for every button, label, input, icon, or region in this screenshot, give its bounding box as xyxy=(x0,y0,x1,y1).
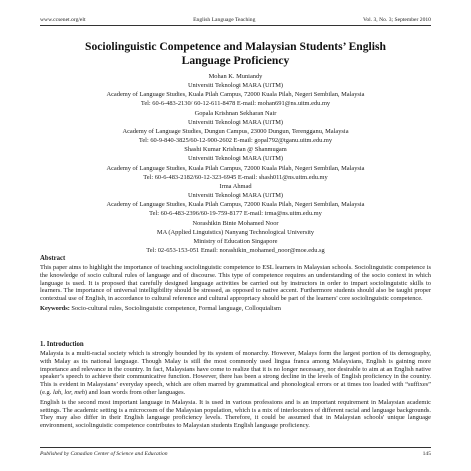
author-line: Irma Ahmad xyxy=(219,182,252,190)
page-footer xyxy=(40,451,431,458)
author-line: Universiti Teknologi MARA (UiTM) xyxy=(187,192,284,200)
keywords-list: Socio-cultural rules, Sociolinguistic competence, Formal language, Colloquialism xyxy=(69,304,282,312)
author-line: Tel: 60-6-483-2396/60-19-759-8177 E-mail: irma@ns.uitm.edu.my xyxy=(149,210,322,218)
paper-title-line-1: Sociolinguistic Competence and Malaysian Students’ English xyxy=(85,40,386,53)
journal-url[interactable]: www.ccsenet.org/elt xyxy=(40,17,86,23)
intro-p1-text: Malaysia is a multi-racial society which is strongly bounded by its system of monarchy. However, Malays form the largest portion of its demography, with Malay as its national language. Though Malay is still the most commonly used lingua franca among Malaysians, English is gaining more importance and relevance in the country. In fact, Malaysians have come to realize that it is no longer necessary, nor desirable to aim at an English native speaker’s speech to achieve their communicative function. However, there has been a strong decline in the levels of English proficiency in the country. This is evident in Malaysians’ everyday speech, which are often marred by grammatical and phonological errors or at times too loaded with “suffixes” (e.g. xyxy=(40,350,431,396)
paper-title-line-2: Language Proficiency xyxy=(181,54,290,67)
author-block xyxy=(40,72,431,255)
author-line: Shashi Kumar Krishnan @ Shanmugam xyxy=(184,146,287,154)
intro-p1-suffixes: lah, lor, meh xyxy=(52,388,85,396)
keywords-label: Keywords: xyxy=(40,304,70,312)
page-number: 145 xyxy=(422,451,431,457)
introduction-paragraph-2: English is the second most important language in Malaysia. It is used in various professions and is an important requirement in Malaysian academic settings. The academic setting is a microcosm of the Malaysian population, which is a mix of interlocutors of different racial and language backgrounds. They may also differ in their English language proficiency levels. Therefore, it could be assumed that in Malaysian schools' unique language environment, sociolinguistic competence contributes to Malaysian students English language proficiency. xyxy=(40,398,431,430)
introduction-section xyxy=(40,341,431,432)
paper-title xyxy=(40,40,431,68)
author-line: Tel: 60-6-483-2130/ 60-12-611-8478 E-mail: mohan691@ns.uitm.edu.my xyxy=(140,100,331,108)
author-line: Tel: 60-6-483-2182/60-12-323-6945 E-mail: shash011@ns.uitm.edu.my xyxy=(143,173,328,181)
abstract-section xyxy=(40,255,431,315)
author-line: Tel: 60-9-840-3825/60-12-900-2602 E-mail: gopal792@tganu.uitm.edu.my xyxy=(138,137,333,145)
abstract-heading: Abstract xyxy=(40,255,66,262)
author-line: Ministry of Education Singapore xyxy=(193,237,278,245)
abstract-text: This paper aims to highlight the importance of teaching sociolinguistic competence to ESL learners in Malaysian schools. Sociolinguistic competence is the knowledge of socio cultural rules of language and of discourse. This type of competence requires an understanding of the socio context in which language is used. It is proposed that carefully designed language activities be carried out by instructors in order to impart sociolinguistic skills to learners. The importance of universal intelligibility should be stressed, as opposed to native accent. Furthermore students should also be taught proper contextual use of English, in accordance to cultural reference and cultural appropriacy should be part of the learners' core sociolinguistic competence. xyxy=(40,264,431,303)
author-line: MA (Applied Linguistics) Nanyang Technological University xyxy=(156,228,315,236)
intro-p1-end: ) and loan words from other languages. xyxy=(84,388,186,396)
author-line: Universiti Teknologi MARA (UiTM) xyxy=(187,155,284,163)
journal-name: English Language Teaching xyxy=(193,17,256,23)
footer-rule xyxy=(40,447,431,448)
author-line: Norashikin Binte Mohamed Noor xyxy=(192,219,279,227)
publisher-line: Published by Canadian Center of Science and Education xyxy=(40,451,168,457)
keywords-line xyxy=(40,305,431,313)
author-line: Tel: 02-653-153-051 Email: norashikin_mohamed_noor@moe.edu.sg xyxy=(146,246,325,254)
author-line: Academy of Language Studies, Dungun Campus, 23000 Dungun, Terengganu, Malaysia xyxy=(122,127,349,135)
author-line: Academy of Language Studies, Kuala Pilah Campus, 72000 Kuala Pilah, Negeri Sembilan, Malaysia xyxy=(106,201,365,209)
issue-info: Vol. 3, No. 3; September 2010 xyxy=(363,17,431,23)
running-header xyxy=(40,17,431,24)
author-line: Academy of Language Studies, Kuala Pilah Campus, 72000 Kuala Pilah, Negeri Sembilan, Malaysia xyxy=(106,164,365,172)
author-line: Universiti Teknologi MARA (UiTM) xyxy=(187,82,284,90)
author-line: Mohan K. Muniandy xyxy=(208,73,263,80)
author-line: Academy of Language Studies, Kuala Pilah Campus, 72000 Kuala Pilah, Negeri Sembilan, Malaysia xyxy=(106,91,365,99)
header-rule xyxy=(40,25,431,26)
introduction-heading: 1. Introduction xyxy=(40,341,84,348)
author-line: Universiti Teknologi MARA (UiTM) xyxy=(187,118,284,126)
introduction-paragraph-1 xyxy=(40,350,431,397)
author-line: Gopala Krishnan Sekharan Nair xyxy=(194,109,277,117)
